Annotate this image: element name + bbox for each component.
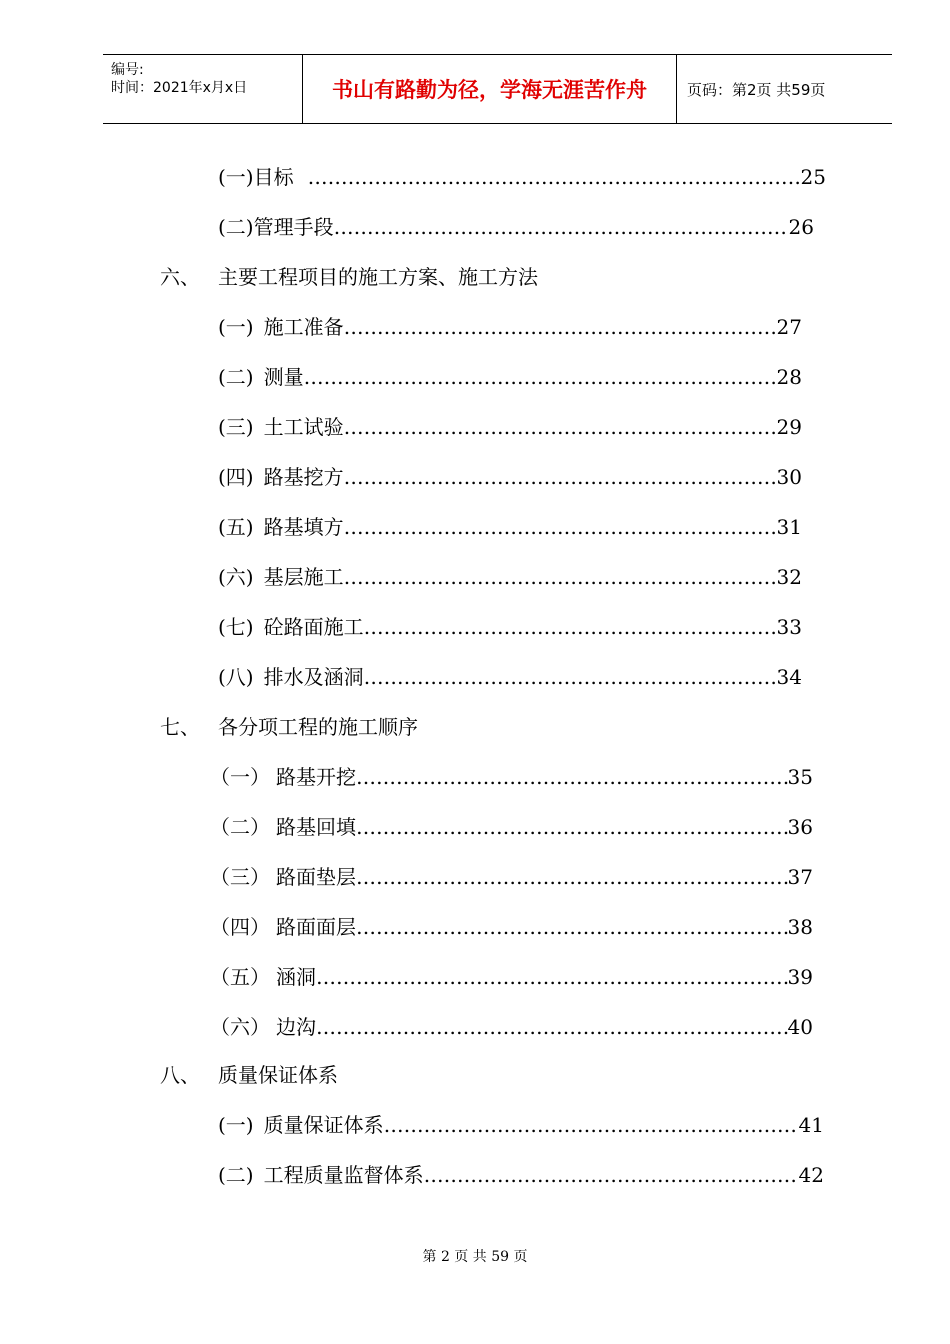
toc-entry-page: 41 xyxy=(798,1113,824,1137)
toc-entry[interactable] xyxy=(210,912,813,942)
footer-page-label: 第 2 页 共 59 页 xyxy=(422,1249,528,1265)
toc-entry[interactable] xyxy=(218,162,826,192)
toc-entry-title: 边沟 xyxy=(276,1015,316,1039)
toc-entry[interactable] xyxy=(218,1160,824,1190)
toc-leader-dots xyxy=(316,962,788,992)
toc-leader-dots xyxy=(304,362,777,392)
toc-entry-number: （一） xyxy=(210,765,270,789)
toc-leader-dots xyxy=(334,212,789,242)
doc-date-label: 时间：2021年x月x日 xyxy=(111,80,248,96)
toc-entry-title: 土工试验 xyxy=(263,415,344,439)
toc-entry-title: 基层施工 xyxy=(263,565,344,589)
toc-leader-dots xyxy=(356,762,788,792)
toc-entry[interactable] xyxy=(218,512,802,542)
toc-entry-title: 涵洞 xyxy=(276,965,316,989)
toc-entry-number: (一) xyxy=(218,165,254,189)
toc-leader-dots xyxy=(344,512,777,542)
toc-entry-title: 砼路面施工 xyxy=(263,615,364,639)
toc-entry-number: (二) xyxy=(218,1163,254,1187)
toc-leader-dots xyxy=(364,662,777,692)
toc-leader-dots xyxy=(344,412,777,442)
toc-leader-dots xyxy=(364,612,777,642)
toc-entry[interactable] xyxy=(218,412,802,442)
toc-entry-page: 27 xyxy=(776,315,802,339)
toc-entry-page: 25 xyxy=(800,165,826,189)
toc-section-number: 八、 xyxy=(160,1063,200,1087)
page-header xyxy=(103,54,892,124)
toc-entry-title: 施工准备 xyxy=(263,315,344,339)
toc-entry-title: 路基开挖 xyxy=(276,765,356,789)
header-motto: 书山有路勤为径，学海无涯苦作舟 xyxy=(303,55,677,123)
toc-entry-page: 28 xyxy=(776,365,802,389)
header-meta-cell xyxy=(103,55,303,123)
toc-entry-title: 测量 xyxy=(263,365,304,389)
toc-entry-title: 排水及涵洞 xyxy=(263,665,364,689)
toc-entry[interactable] xyxy=(218,562,802,592)
toc-entry-title: 目标 xyxy=(253,165,294,189)
toc-entry[interactable] xyxy=(218,662,802,692)
toc-leader-dots xyxy=(356,912,788,942)
toc-entry-number: (一) xyxy=(218,315,254,339)
toc-section-heading[interactable] xyxy=(160,262,538,292)
toc-entry-title: 路面垫层 xyxy=(276,865,356,889)
header-page-label: 页码：第2页 共59页 xyxy=(687,80,826,99)
toc-leader-dots xyxy=(356,862,788,892)
toc-section-number: 七、 xyxy=(160,715,200,739)
toc-entry[interactable] xyxy=(218,612,802,642)
toc-entry[interactable] xyxy=(210,762,813,792)
toc-entry-title: 管理手段 xyxy=(253,215,334,239)
toc-entry-number: （二） xyxy=(210,815,270,839)
toc-entry-number: （三） xyxy=(210,865,270,889)
toc-leader-dots xyxy=(344,562,777,592)
toc-entry[interactable] xyxy=(210,812,813,842)
toc-section-heading[interactable] xyxy=(160,712,418,742)
toc-section-heading[interactable] xyxy=(160,1060,338,1090)
toc-entry-number: (二) xyxy=(218,365,254,389)
toc-section-title: 质量保证体系 xyxy=(218,1063,338,1087)
toc-entry-title: 路基回填 xyxy=(276,815,356,839)
toc-entry-page: 35 xyxy=(787,765,813,789)
toc-entry-page: 33 xyxy=(776,615,802,639)
toc-entry-title: 质量保证体系 xyxy=(263,1113,384,1137)
toc-leader-dots xyxy=(384,1110,799,1140)
toc-section-title: 各分项工程的施工顺序 xyxy=(218,715,418,739)
toc-entry[interactable] xyxy=(218,212,814,242)
toc-leader-dots xyxy=(344,462,777,492)
toc-leader-dots xyxy=(424,1160,799,1190)
page-footer xyxy=(0,1246,950,1266)
toc-entry[interactable] xyxy=(218,362,802,392)
toc-entry-page: 36 xyxy=(787,815,813,839)
toc-entry-page: 32 xyxy=(776,565,802,589)
toc-entry-number: (五) xyxy=(218,515,254,539)
toc-entry-page: 31 xyxy=(776,515,802,539)
toc-entry[interactable] xyxy=(218,462,802,492)
doc-code-label: 编号: xyxy=(111,62,144,78)
toc-leader-dots xyxy=(316,1012,788,1042)
toc-entry-number: (二) xyxy=(218,215,254,239)
toc-leader-dots xyxy=(356,812,788,842)
toc-entry[interactable] xyxy=(218,1110,824,1140)
toc-entry-page: 39 xyxy=(787,965,813,989)
toc-entry-number: (六) xyxy=(218,565,254,589)
toc-entry-page: 26 xyxy=(788,215,814,239)
toc-entry-title: 路面面层 xyxy=(276,915,356,939)
toc-leader-dots xyxy=(308,162,801,192)
toc-entry-number: (一) xyxy=(218,1113,254,1137)
toc-entry-title: 工程质量监督体系 xyxy=(263,1163,424,1187)
toc-entry-title: 路基挖方 xyxy=(263,465,344,489)
toc-entry-page: 42 xyxy=(798,1163,824,1187)
toc-entry-number: (三) xyxy=(218,415,254,439)
toc-section-number: 六、 xyxy=(160,265,200,289)
toc-entry-title: 路基填方 xyxy=(263,515,344,539)
toc-entry[interactable] xyxy=(218,312,802,342)
toc-entry-page: 29 xyxy=(776,415,802,439)
toc-entry-number: (八) xyxy=(218,665,254,689)
toc-entry-page: 30 xyxy=(776,465,802,489)
toc-leader-dots xyxy=(344,312,777,342)
toc-entry-page: 38 xyxy=(787,915,813,939)
toc-entry-number: (四) xyxy=(218,465,254,489)
toc-entry-number: （六） xyxy=(210,1015,270,1039)
toc-entry-number: (七) xyxy=(218,615,254,639)
toc-entry-page: 40 xyxy=(787,1015,813,1039)
toc-entry[interactable] xyxy=(210,962,813,992)
toc-entry-number: （四） xyxy=(210,915,270,939)
toc-entry[interactable] xyxy=(210,862,813,892)
toc-entry-page: 34 xyxy=(776,665,802,689)
toc-entry-number: （五） xyxy=(210,965,270,989)
toc-entry-page: 37 xyxy=(787,865,813,889)
toc-entry[interactable] xyxy=(210,1012,813,1042)
toc-section-title: 主要工程项目的施工方案、施工方法 xyxy=(218,265,538,289)
